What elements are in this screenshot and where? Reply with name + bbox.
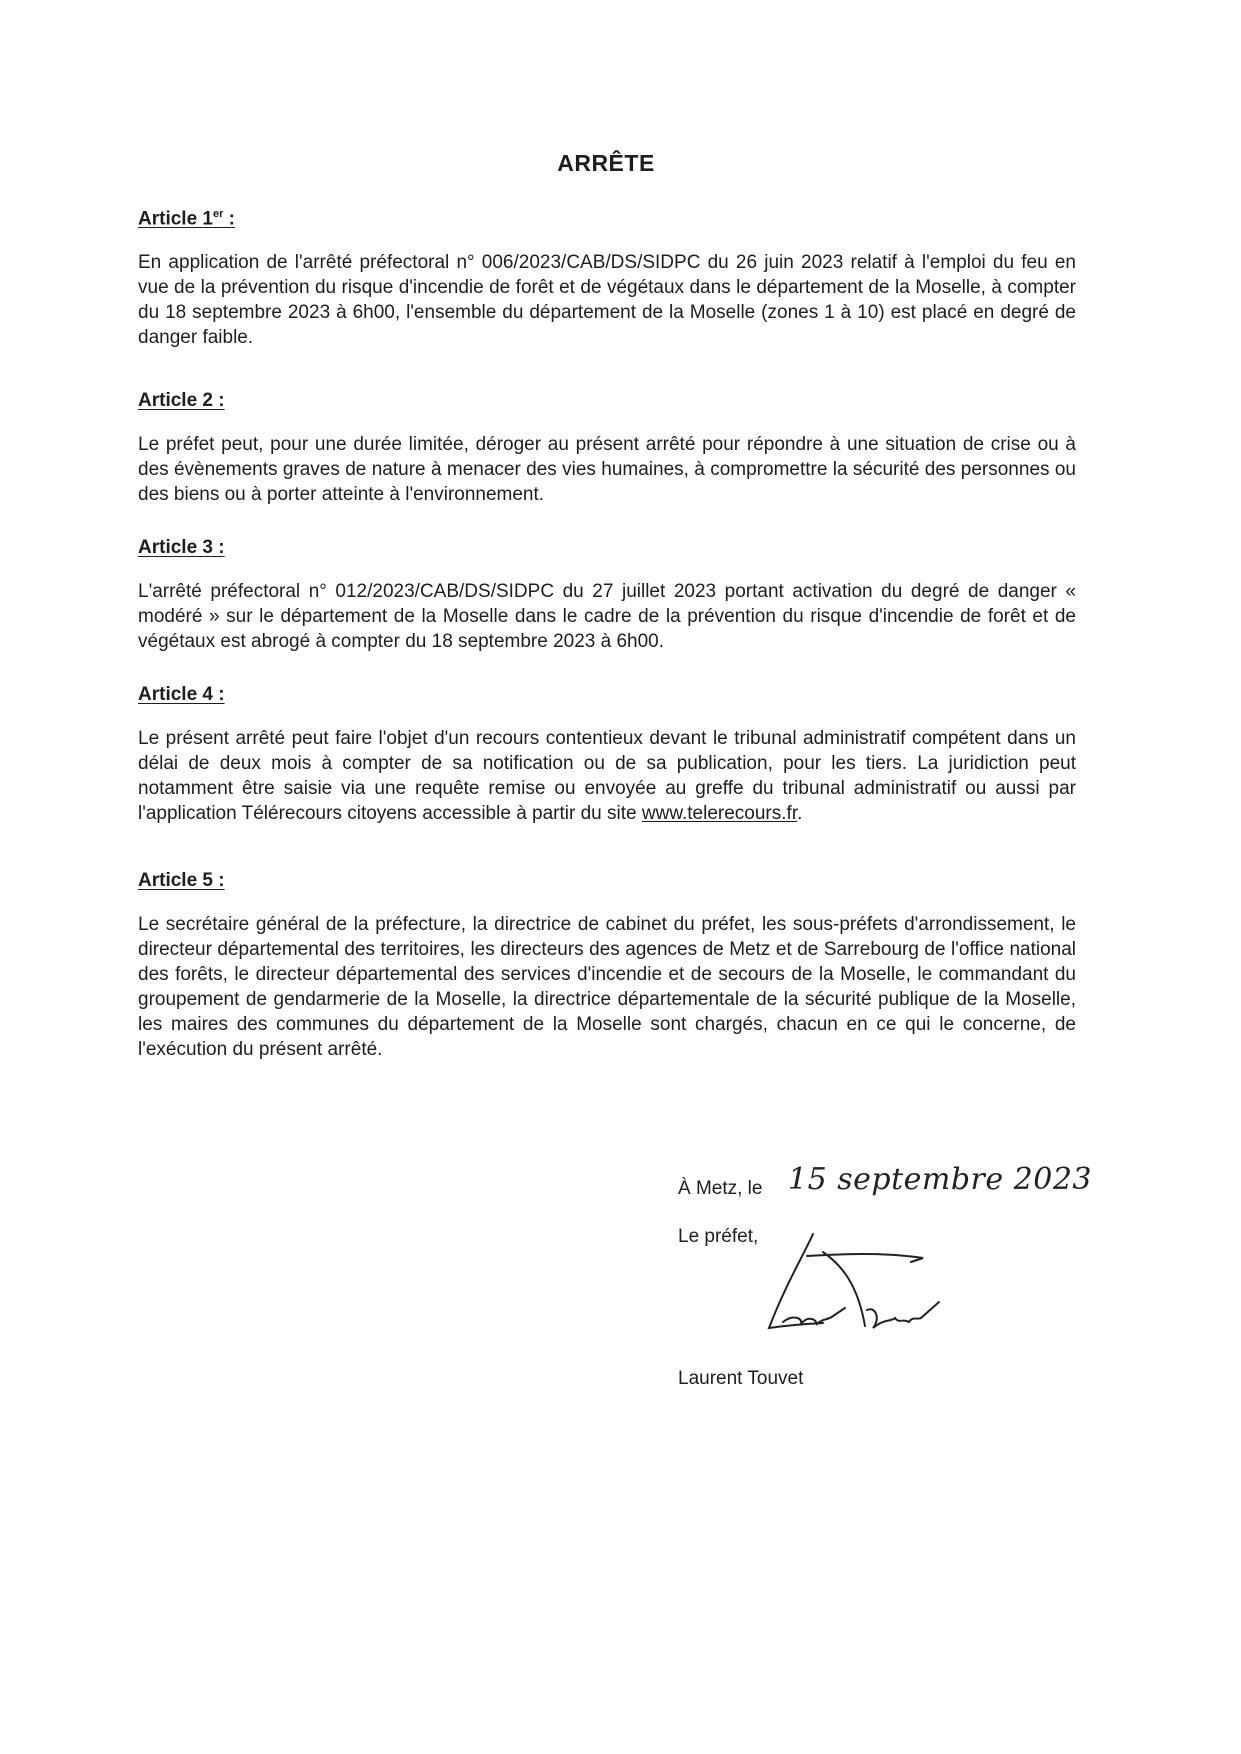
article-heading-superscript: er: [212, 208, 224, 220]
article-heading: Article 5 :: [138, 870, 225, 891]
place-prefix: À Metz, le: [678, 1178, 763, 1199]
signer-name: Laurent Touvet: [678, 1368, 804, 1389]
article-5: [138, 870, 1076, 1062]
article-4: [138, 684, 1076, 826]
article-body: Le secrétaire général de la préfecture, la directrice de cabinet du préfet, les sous-préfets d'arrondissement, le directeur départemental des territoires, les directeurs des agences de Metz et de Sarrebourg de l'office national des forêts, le directeur départemental des services d'incendie et de secours de la Moselle, le commandant du groupement de gendarmerie de la Moselle, la directrice départementale de la sécurité publique de la Moselle, les maires des communes du département de la Moselle sont chargés, chacun en ce qui le concerne, de l'exécution du présent arrêté.: [138, 914, 1076, 1060]
article-2: [138, 390, 1076, 507]
article-3: [138, 537, 1076, 654]
article-heading-text: Article 1: [138, 208, 213, 230]
telerecours-link[interactable]: www.telerecours.fr: [641, 803, 798, 824]
article-heading: Article 4 :: [138, 684, 225, 705]
article-heading: Article 2 :: [138, 390, 225, 411]
article-body-end: .: [797, 803, 803, 824]
date-line: [678, 1162, 1098, 1212]
article-heading-suffix: :: [223, 208, 235, 230]
article-body: L'arrêté préfectoral n° 012/2023/CAB/DS/SIDPC du 27 juillet 2023 portant activation du degré de danger « modéré » sur le département de la Moselle dans le cadre de la prévention du risque d'incendie de forêt et de végétaux est abrogé à compter du 18 septembre 2023 à 6h00.: [138, 581, 1076, 652]
article-heading: Article 3 :: [138, 537, 225, 558]
signer-role: Le préfet,: [678, 1226, 759, 1247]
article-body-text: Le présent arrêté peut faire l'objet d'un recours contentieux devant le tribunal administratif compétent dans un délai de deux mois à compter de sa notification ou de sa publication, pour les tiers. La juridiction peut notamment être saisie via une requête remise ou envoyée au greffe du tribunal administratif ou aussi par l'application Télérecours citoyens accessible à partir du site: [138, 728, 1076, 824]
article-1: [138, 208, 1076, 350]
signature-block: [678, 1162, 1098, 1389]
article-body: En application de l'arrêté préfectoral n° 006/2023/CAB/DS/SIDPC du 26 juin 2023 relatif à l'emploi du feu en vue de la prévention du risque d'incendie de forêt et de végétaux dans le département de la Moselle, à compter du 18 septembre 2023 à 6h00, l'ensemble du département de la Moselle (zones 1 à 10) est placé en degré de danger faible.: [138, 252, 1076, 349]
handwritten-signature: [763, 1226, 973, 1346]
article-body: Le préfet peut, pour une durée limitée, déroger au présent arrêté pour répondre à une situation de crise ou à des évènements graves de nature à menacer des vies humaines, à compromettre la sécurité des personnes ou des biens ou à porter atteinte à l'environnement.: [138, 434, 1076, 505]
article-body: [138, 726, 1076, 826]
article-heading: [138, 208, 1076, 230]
page-title: ARRÊTE: [557, 150, 655, 176]
handwritten-date: 15 septembre 2023: [788, 1162, 1093, 1197]
